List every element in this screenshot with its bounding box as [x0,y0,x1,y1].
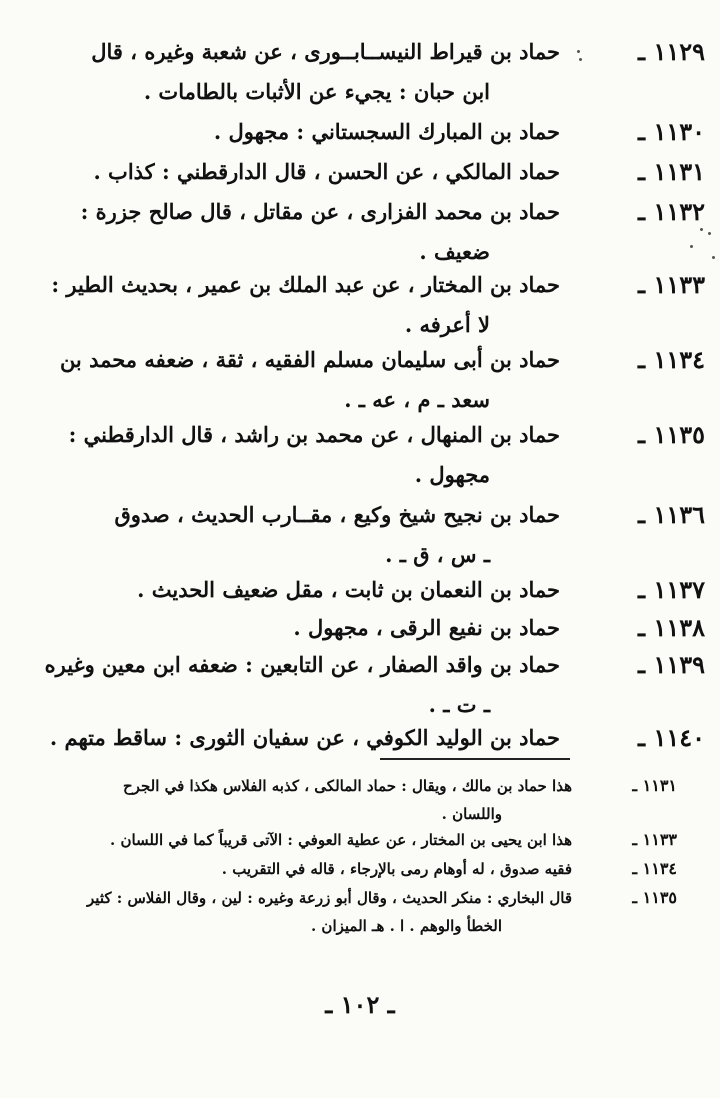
entry-line: حماد بن أبى سليمان مسلم الفقيه ، ثقة ، ضعفه محمد بن [59,347,560,372]
footnote-line: هذا حماد بن مالك ، ويقال : حماد المالكى ، كذبه الفلاس هكذا في الجرح [123,777,572,795]
entry-line: لا أعرفه . [404,312,490,337]
entry-line: مجهول . [414,462,490,487]
entry-1138 [40,608,705,648]
footnote-number: ١١٣١ ـ [632,776,677,795]
scan-speck [577,50,580,53]
entry-1140 [40,718,705,758]
entry-1132 [40,192,705,272]
entry-line: حماد بن المختار ، عن عبد الملك بن عمير ، بحديث الطير : [51,272,560,297]
page-number: ـ ١٠٢ ـ [325,990,395,1019]
scan-speck [708,232,711,235]
entry-line: حماد المالكي ، عن الحسن ، قال الدارقطني : كذاب . [93,159,560,184]
footnote-number: ١١٣٣ ـ [632,830,677,849]
footnote-line: واللسان . [441,805,502,823]
footnote-1131 [52,772,677,828]
footnote-1133 [52,826,677,854]
footnote-line: هذا ابن يحيى بن المختار ، عن عطية العوفي : الآتى قريباً كما في اللسان . [110,831,572,849]
entry-line: ضعيف . [419,239,490,264]
entry-number: ١١٣٣ ـ [638,270,705,299]
entry-line: حماد بن محمد الفزارى ، عن مقاتل ، قال صالح جزرة : [80,199,560,224]
entry-1136 [40,495,705,575]
entry-number: ١١٣٥ ـ [638,420,705,449]
entry-number: ١١٣١ ـ [638,157,705,186]
scan-speck [690,245,693,248]
entry-number: ١١٣٤ ـ [638,345,705,374]
entry-line: ابن حبان : يجيء عن الأثبات بالطامات . [143,79,490,104]
entry-line: حماد بن نجيح شيخ وكيع ، مقــارب الحديث ، صدوق [114,502,560,527]
entry-number: ١١٤٠ ـ [638,723,705,752]
footnote-line: قال البخاري : منكر الحديث ، وقال أبو زرعة وغيره : لين ، وقال الفلاس : كثير [87,889,572,907]
entry-number: ١١٣٢ ـ [638,197,705,226]
footnote-divider [380,758,570,760]
footnote-line: الخطأ والوهم . ا . هـ الميزان . [310,917,502,935]
entry-number: ١١٣٠ ـ [638,117,705,146]
entry-1139 [40,645,705,725]
entry-line: ـ س ، ق ـ . [385,542,490,567]
entry-number: ١١٣٧ ـ [638,575,705,604]
entry-1130 [40,112,705,152]
scan-speck [700,228,703,231]
entry-1135 [40,415,705,495]
footnote-1134 [52,855,677,883]
entry-number: ١١٣٦ ـ [638,500,705,529]
scan-speck [579,58,582,61]
footnote-line: فقيه صدوق ، له أوهام رمى بالإرجاء ، قاله في التقريب . [221,860,572,878]
footnote-1135 [52,884,677,940]
entry-1137 [40,570,705,610]
entry-number: ١١٣٩ ـ [638,650,705,679]
footnote-number: ١١٣٥ ـ [632,888,677,907]
entry-line: حماد بن النعمان بن ثابت ، مقل ضعيف الحديث . [137,577,560,602]
entry-line: حماد بن نفيع الرقى ، مجهول . [293,615,560,640]
entry-1134 [40,340,705,420]
entry-line: ـ ت ـ . [428,692,490,717]
entry-1129 [40,32,705,112]
scan-speck [712,256,715,259]
entry-1133 [40,265,705,345]
footnote-number: ١١٣٤ ـ [632,859,677,878]
entry-line: حماد بن المبارك السجستاني : مجهول . [213,119,560,144]
entry-number: ١١٣٨ ـ [638,613,705,642]
entry-line: حماد بن الوليد الكوفي ، عن سفيان الثورى : ساقط متهم . [49,725,560,750]
entry-1131 [40,152,705,192]
entry-line: حماد بن المنهال ، عن محمد بن راشد ، قال الدارقطني : [68,422,560,447]
entry-line: حماد بن واقد الصفار ، عن التابعين : ضعفه ابن معين وغيره [44,652,560,677]
entry-line: حماد بن قيراط النيســابــورى ، عن شعبة وغيره ، قال [91,39,560,64]
entry-number: ١١٢٩ ـ [638,37,705,66]
entry-line: سعد ـ م ، عه ـ . [344,387,490,412]
